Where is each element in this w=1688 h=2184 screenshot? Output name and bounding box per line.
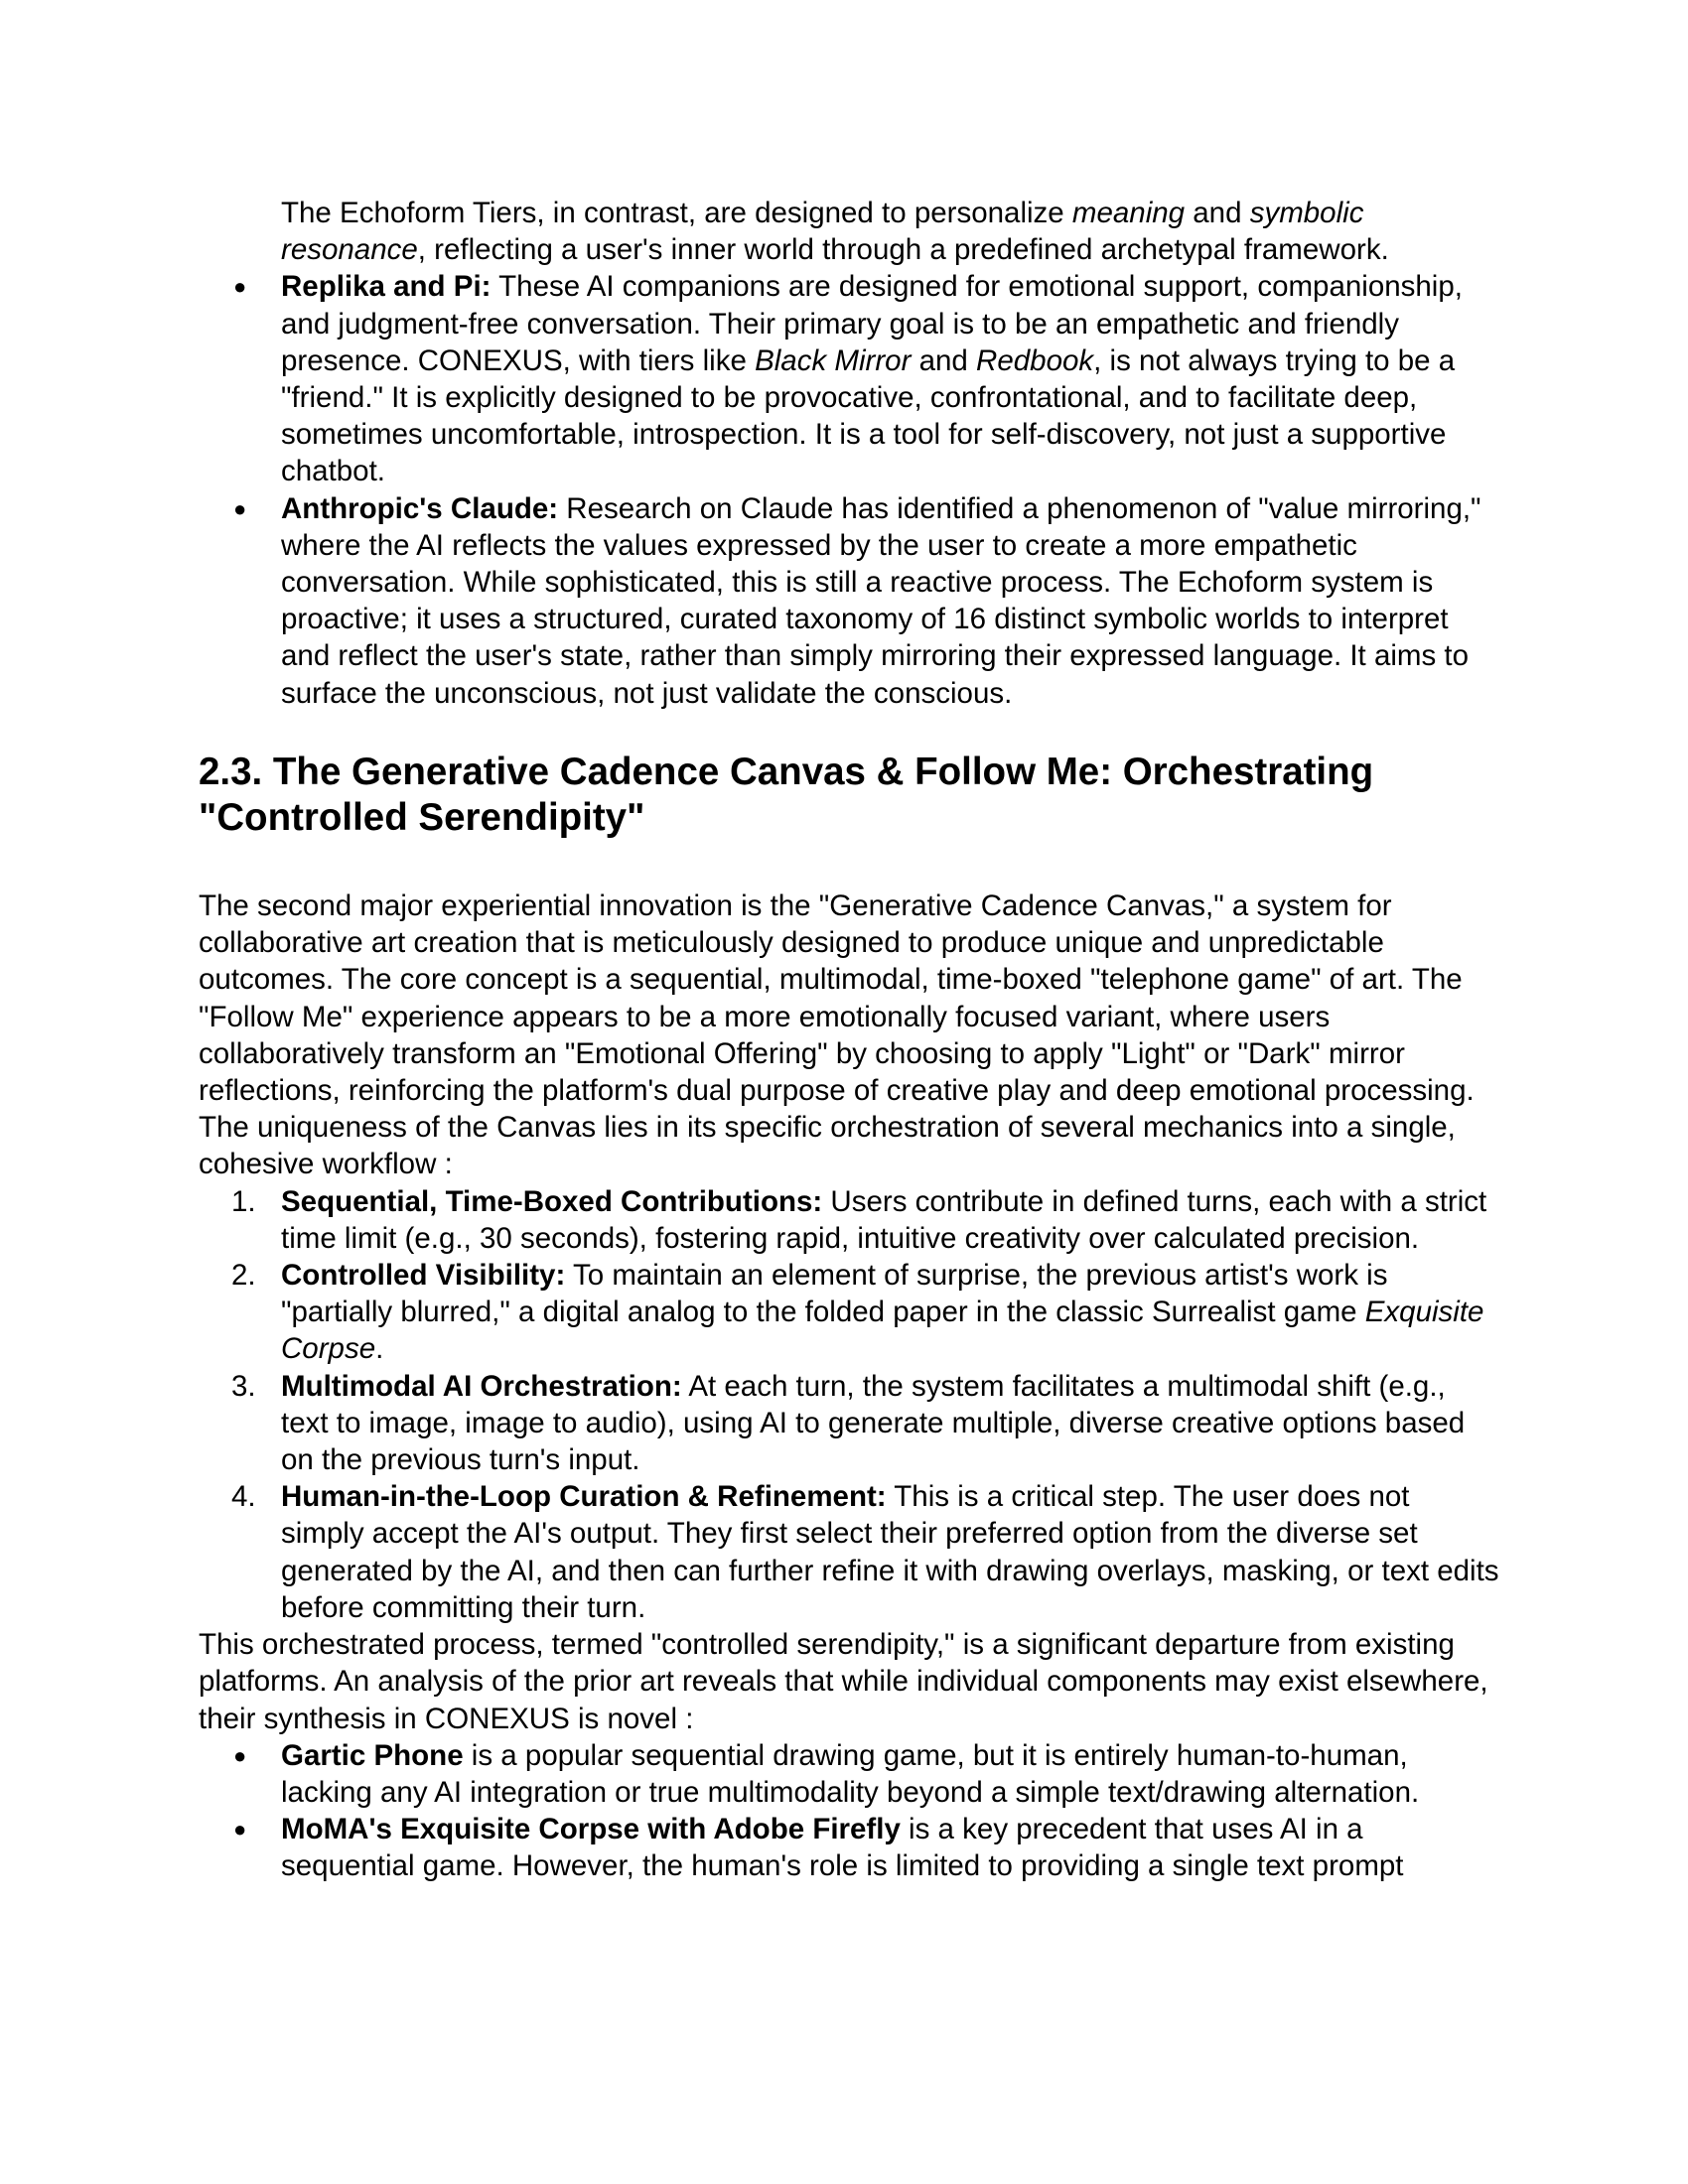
list-item — [233, 268, 1499, 489]
mechanics-list — [199, 1183, 1499, 1626]
body-paragraph: The uniqueness of the Canvas lies in its specific orchestration of several mechanics into a single, cohesive workflow : — [199, 1111, 1456, 1181]
intro-text: The Echoform Tiers, in contrast, are designed to personalize — [281, 197, 1072, 229]
item-title: Human-in-the-Loop Curation & Refinement: — [281, 1480, 887, 1514]
item-text: To maintain an element of surprise, the previous artist's work is "partially blurred," a digital analog to the folded paper in the classic Surrealist game — [281, 1259, 1388, 1329]
list-item — [233, 1737, 1499, 1811]
list-item — [233, 1811, 1499, 1884]
item-number: 1. — [231, 1184, 256, 1218]
list-item — [231, 1368, 1499, 1479]
comparison-list — [199, 268, 1499, 711]
item-emphasis: Black Mirror — [755, 343, 912, 377]
body-paragraph: The second major experiential innovation is the "Generative Cadence Canvas," a system for collaborative art creation that is meticulously designed to produce unique and unpredictable outcomes. The core concept is a sequential, multimodal, time-boxed "telephone game" of art. The "Follow Me" experience appears to be a more emotionally focused variant, where users collaboratively transform an "Emotional Offering" by choosing to apply "Light" or "Dark" mirror reflections, reinforcing the platform's dual purpose of creative play and deep emotional processing. — [199, 889, 1475, 1108]
item-number: 3. — [231, 1369, 256, 1403]
item-text: Research on Claude has identified a phenomenon of "value mirroring," where the AI reflects the values expressed by the user to create a more empathetic conversation. While sophisticated, this is still a reactive process. The Echoform system is proactive; it uses a structured, curated taxonomy of 16 distinct symbolic worlds to interpret and reflect the user's state, rather than simply mirroring their expressed language. It aims to surface the unconscious, not just validate the conscious. — [281, 491, 1481, 710]
item-title: Controlled Visibility: — [281, 1259, 566, 1293]
item-title: Multimodal AI Orchestration: — [281, 1369, 682, 1403]
intro-emphasis: meaning — [1071, 197, 1186, 229]
item-number: 2. — [231, 1259, 256, 1293]
item-text: At each turn, the system facilitates a multimodal shift (e.g., text to image, image to audio), using AI to generate multiple, diverse creative options based on the previous turn's input. — [281, 1369, 1466, 1477]
item-text: , is not always trying to be a "friend." It is explicitly designed to be provocative, confrontational, and to facilitate deep, sometimes uncomfortable, introspection. It is a tool for self-discovery, not just a supportive chatbot. — [281, 343, 1456, 488]
bullet-icon: ● — [233, 495, 247, 521]
bullet-icon: ● — [233, 1817, 247, 1843]
item-text: This is a critical step. The user does not simply accept the AI's output. They first select their preferred option from the diverse set generated by the AI, and then can further refine it with drawing overlays, masking, or text edits before committing their turn. — [281, 1480, 1499, 1624]
body-paragraph: This orchestrated process, termed "controlled serendipity," is a significant departure from existing platforms. An analysis of the prior art reveals that while individual components may exist elsewhere, their synthesis in CONEXUS is novel : — [199, 1628, 1488, 1735]
item-text: is a popular sequential drawing game, but it is entirely human-to-human, lacking any AI integration or true multimodality beyond a simple text/drawing alternation. — [281, 1738, 1420, 1809]
bullet-icon: ● — [233, 274, 247, 300]
item-title: Gartic Phone — [281, 1738, 464, 1772]
list-item — [231, 1478, 1499, 1626]
item-emphasis: Redbook — [976, 343, 1094, 377]
item-title: Anthropic's Claude: — [281, 491, 559, 525]
item-text: . — [375, 1332, 384, 1366]
item-number: 4. — [231, 1480, 256, 1514]
intro-emphasis: symbolic resonance — [281, 197, 1364, 267]
list-item — [231, 1183, 1499, 1257]
item-text: These AI companions are designed for emotional support, companionship, and judgment-free conversation. Their primary goal is to be an empathetic and friendly presence. CONEXUS, with tiers like — [281, 270, 1463, 377]
list-item — [233, 490, 1499, 712]
intro-text: , reflecting a user's inner world through a predefined archetypal framework. — [417, 233, 1389, 267]
item-text: is a key precedent that uses AI in a sequential game. However, the human's role is limited to providing a single text prompt — [281, 1813, 1404, 1883]
prior-art-list — [199, 1737, 1499, 1885]
item-title: MoMA's Exquisite Corpse with Adobe Firefly — [281, 1813, 901, 1846]
list-item — [231, 1257, 1499, 1368]
section-heading: 2.3. The Generative Cadence Canvas & Follow Me: Orchestrating "Controlled Serendipity" — [199, 750, 1374, 840]
item-text: Users contribute in defined turns, each with a strict time limit (e.g., 30 seconds), fostering rapid, intuitive creativity over calculated precision. — [281, 1184, 1487, 1255]
item-title: Sequential, Time-Boxed Contributions: — [281, 1184, 823, 1218]
item-emphasis: Exquisite Corpse — [281, 1296, 1484, 1366]
bullet-icon: ● — [233, 1742, 247, 1768]
document-page — [199, 195, 1499, 1885]
item-text: and — [911, 343, 977, 377]
intro-text: and — [1185, 197, 1250, 229]
item-title: Replika and Pi: — [281, 270, 492, 304]
intro-paragraph — [281, 195, 1499, 268]
